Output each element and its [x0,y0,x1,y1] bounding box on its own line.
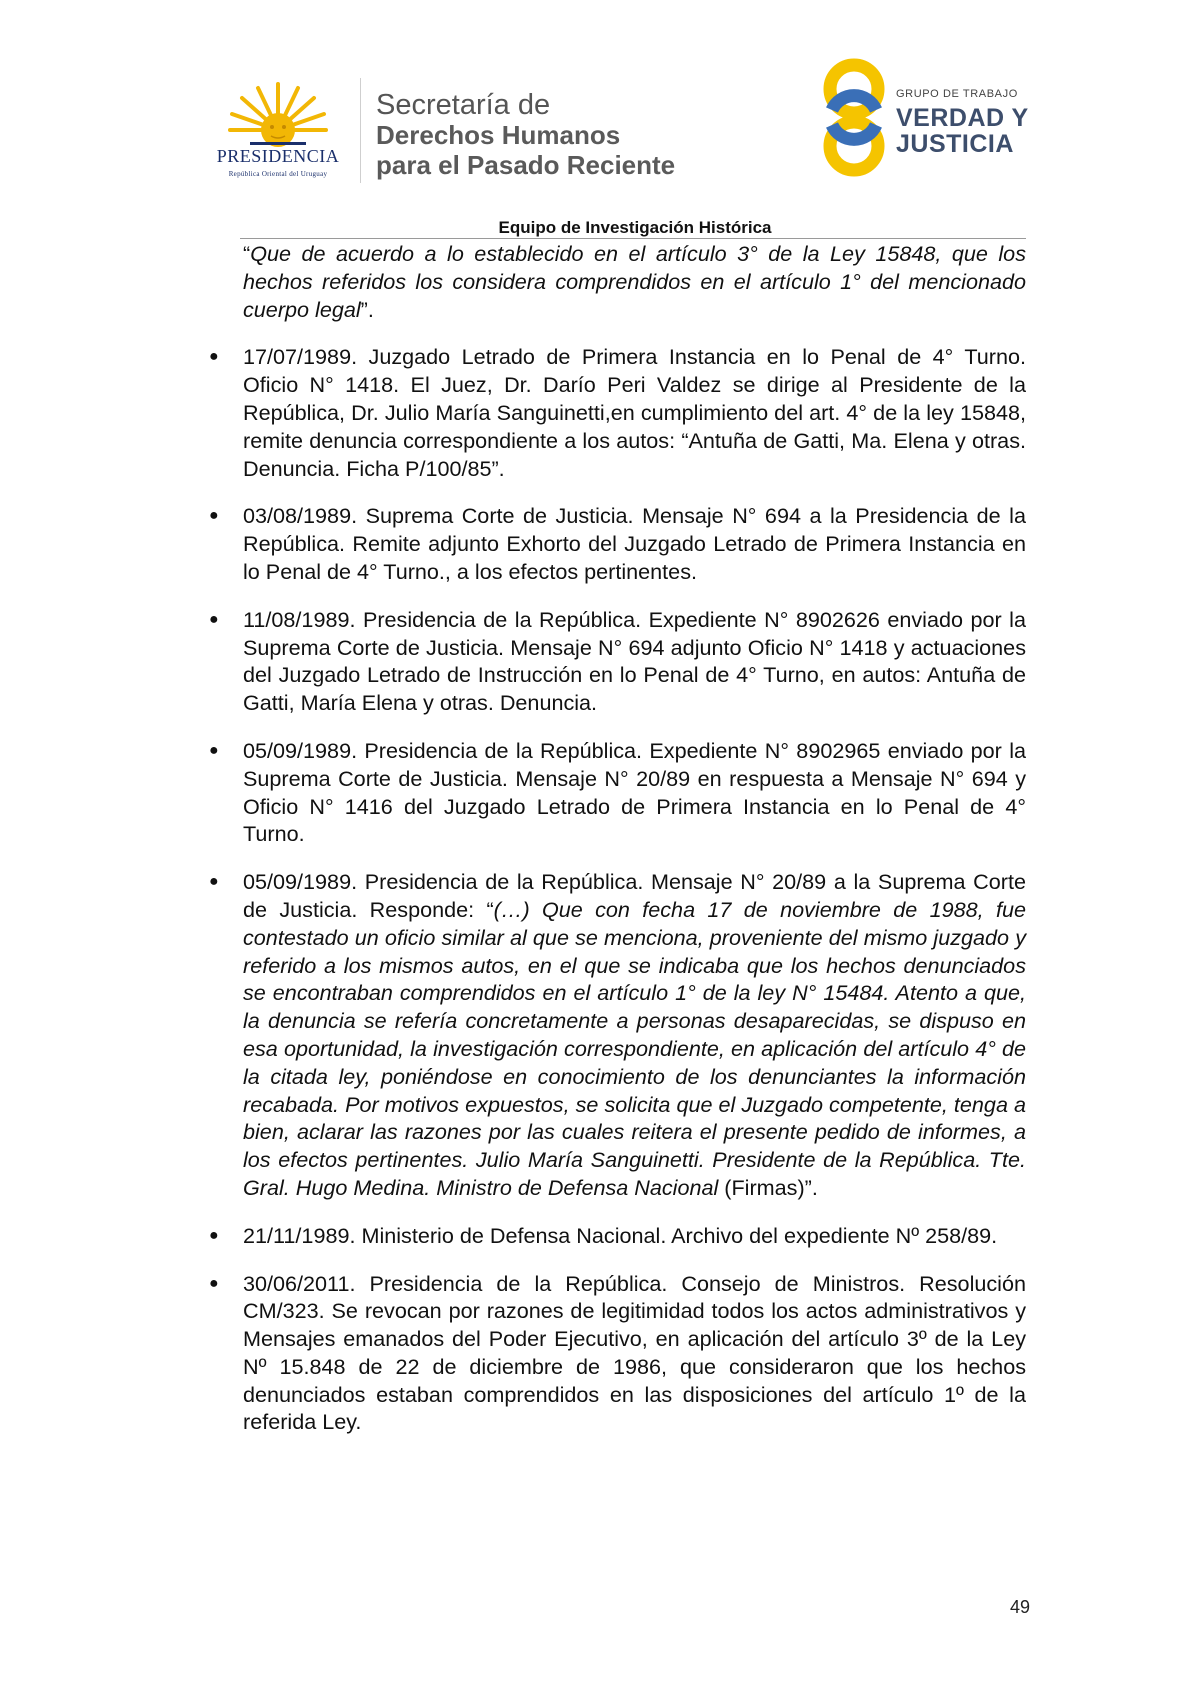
list-item [205,1222,1026,1250]
list-item [205,502,1026,585]
entry-text-lead: 05/09/1989. Presidencia de la República. Mensaje N° 20/89 a la Suprema Corte de Justicia. Responde: “ [243,869,1026,922]
entry-text: 17/07/1989. Juzgado Letrado de Primera Instancia en lo Penal de 4° Turno. Oficio N° 1418. El Juez, Dr. Darío Peri Valdez se dirige al Presidente de la República, Dr. Julio María Sanguinetti,en cumplimiento del art. 4° de la ley 15848, remite denuncia correspondiente a los autos: “Antuña de Gatti, Ma. Elena y otras. Denuncia. Ficha P/100/85”. [243,344,1026,481]
list-item [205,606,1026,717]
running-title: Equipo de Investigación Histórica [498,218,772,237]
header-separator [360,78,361,183]
entry-text: 03/08/1989. Suprema Corte de Justicia. Mensaje N° 694 a la Presidencia de la República. Remite adjunto Exhorto del Juzgado Letrado de Primera Instancia en lo Penal de 4° Turno., a los efectos pertinentes. [243,503,1026,584]
quote-close-mark: ”. [360,296,374,322]
bullet-icon: ● [209,610,219,628]
bullet-icon: ● [209,873,219,891]
grupo-label: GRUPO DE TRABAJO [896,88,1018,100]
secretaria-logotype [376,90,675,180]
list-item [205,868,1026,1202]
page-content [205,240,1026,1456]
entry-text: 30/06/2011. Presidencia de la República. Consejo de Ministros. Resolución CM/323. Se revocan por razones de legitimidad todos los actos administrativos y Mensajes emanados del Poder Ejecutivo, en aplicación del artículo 3º de la Ley Nº 15.848 de 22 de diciembre de 1986, que consideraron que los hechos denunciados estaban comprendidos en las disposiciones del artículo 1º de la referida Ley. [243,1270,1026,1435]
verdad-justicia-logo [820,55,1040,180]
page-number: 49 [1009,1597,1030,1617]
secretaria-line-1: Secretaría de [376,89,551,121]
secretaria-line-2: Derechos Humanos [376,120,621,150]
list-item [205,1270,1026,1437]
entry-quote-italic: (…) Que con fecha 17 de noviembre de 1988, fue contestado un oficio similar al que se menciona, proveniente del mismo juzgado y referido a los mismos autos, en el que se indicaba que los hechos denunciados se encontraban comprendidos en el artículo 1° de la ley N° 15484. Atento a que, la denuncia se refería concretamente a personas desaparecidas, se dispuso en esa oportunidad, la investigación correspondiente, en aplicación del artículo 4° de la citada ley, poniéndose en conocimiento de los denunciantes la información recabada. Por motivos expuestos, se solicita que el Juzgado competente, tenga a bien, aclarar las razones por las cuales reitera el presente pedido de informes, a los efectos pertinentes. Julio María Sanguinetti. Presidente de la República. Tte. Gral. Hugo Medina. Ministro de Defensa Nacional [243,896,1026,1200]
bullet-icon: ● [209,741,219,759]
page-header [0,0,1190,237]
list-item [205,343,1026,482]
entry-text-tail: (Firmas)”. [718,1174,818,1200]
header-rule [240,238,1026,239]
quote-text: Que de acuerdo a lo establecido en el artículo 3° de la Ley 15848, que los hechos referidos los considera comprendidos en el artículo 1° del mencionado cuerpo legal [243,241,1026,322]
entry-text: 05/09/1989. Presidencia de la República. Expediente N° 8902965 enviado por la Suprema Corte de Justicia. Mensaje N° 20/89 en respuesta a Mensaje N° 694 y Oficio N° 1416 del Juzgado Letrado de Primera Instancia en lo Penal de 4° Turno. [243,737,1026,847]
secretaria-line-3: para el Pasado Reciente [376,150,676,180]
quote-open-mark: “ [243,241,251,266]
bullet-icon: ● [209,507,219,525]
chronology-list [205,343,1026,1436]
quote-continuation [243,240,1026,323]
presidencia-logo [198,82,358,182]
list-item [205,737,1026,848]
presidencia-subtitle: República Oriental del Uruguay [228,170,328,178]
interlocked-rings-icon [820,55,888,180]
presidencia-wordmark: PRESIDENCIA [216,146,340,166]
entry-text: 21/11/1989. Ministerio de Defensa Nacional. Archivo del expediente Nº 258/89. [243,1222,998,1248]
justicia-word: JUSTICIA [896,130,1014,158]
sun-emblem-icon [228,82,328,152]
bullet-icon: ● [209,1274,219,1292]
bullet-icon: ● [209,348,219,366]
verdad-word: VERDAD Y [896,104,1029,132]
entry-text: 11/08/1989. Presidencia de la República. Expediente N° 8902626 enviado por la Suprema Corte de Justicia. Mensaje N° 694 adjunto Oficio N° 1418 y actuaciones del Juzgado Letrado de Instrucción en lo Penal de 4° Turno, en autos: Antuña de Gatti, María Elena y otras. Denuncia. [243,606,1026,716]
bullet-icon: ● [209,1226,219,1244]
